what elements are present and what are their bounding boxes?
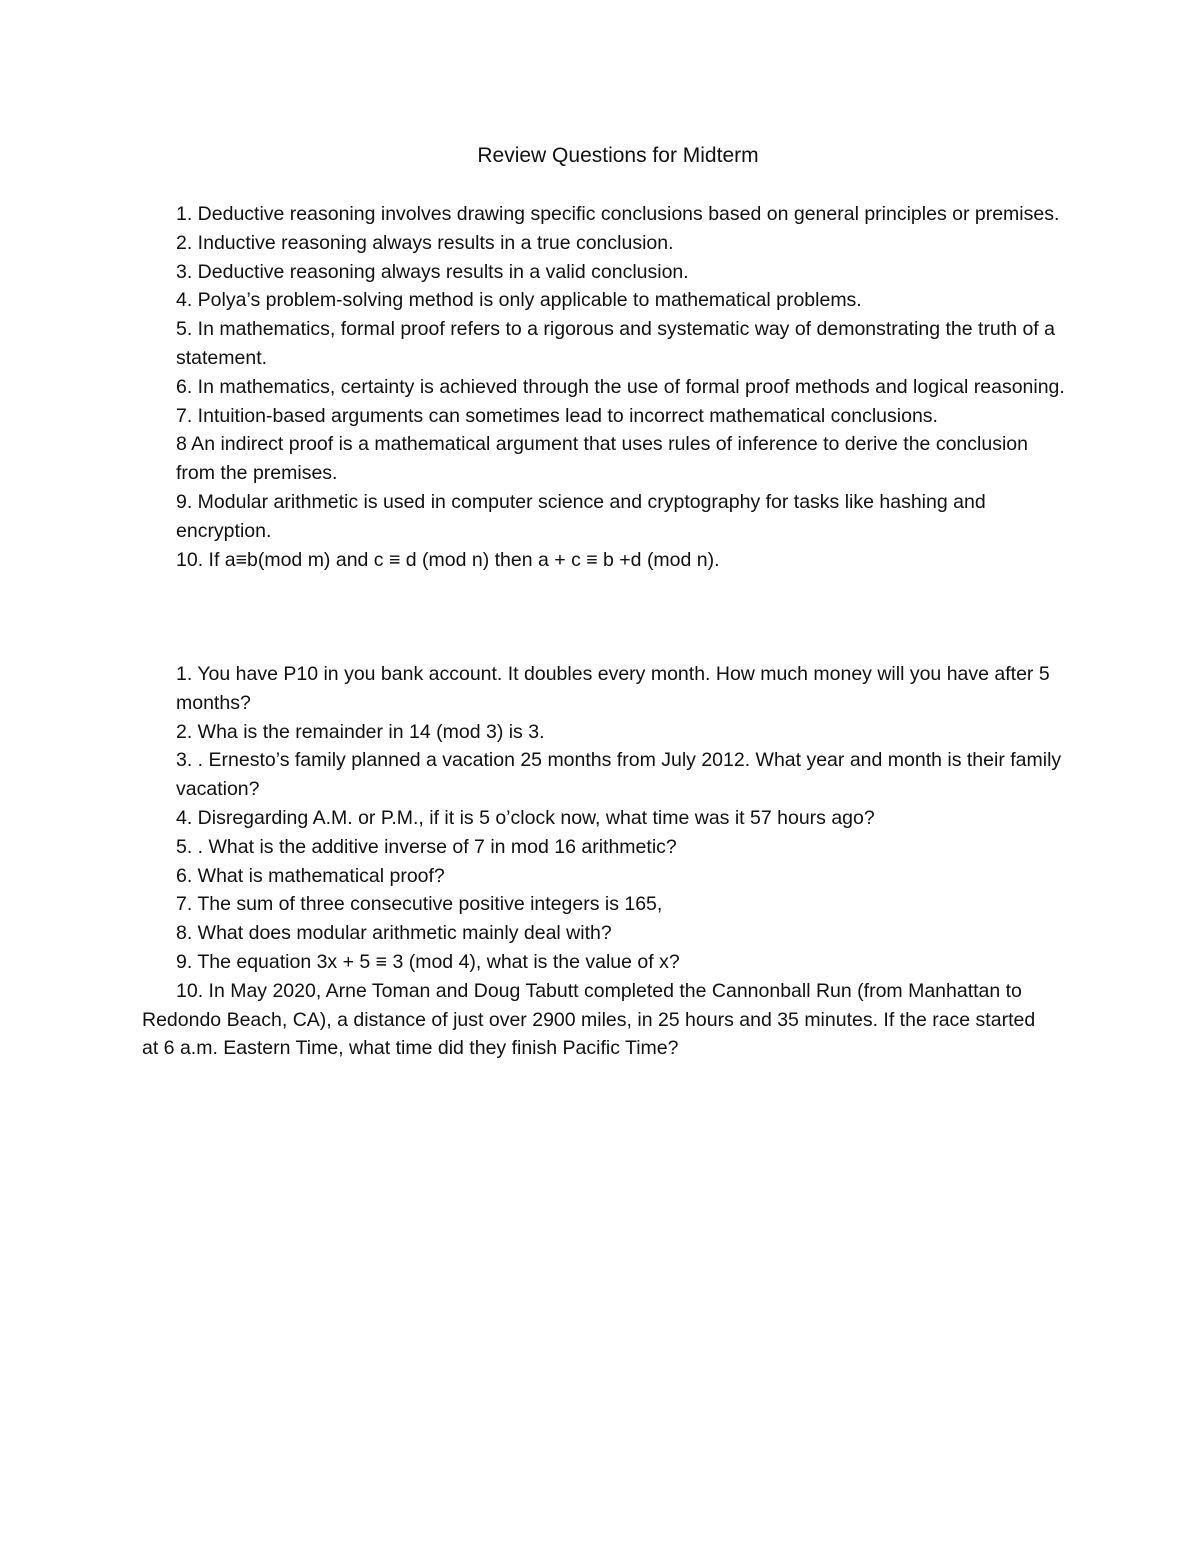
list-item: 1. Deductive reasoning involves drawing specific conclusions based on general principles or premises. [176, 203, 1060, 225]
list-item: 6. In mathematics, certainty is achieved through the use of formal proof methods and logical reasoning. [176, 375, 1065, 398]
problem-list [142, 660, 1066, 1063]
list-item: 4. Disregarding A.M. or P.M., if it is 5 o’clock now, what time was it 57 hours ago? [176, 806, 875, 829]
list-item: 3. Deductive reasoning always results in a valid conclusion. [176, 260, 689, 283]
list-item: 9. The equation 3x + 5 ≡ 3 (mod 4), what is the value of x? [176, 950, 680, 973]
list-item: 10. In May 2020, Arne Toman and Doug Tabutt completed the Cannonball Run (from Manhattan to Redondo Beach, CA), a distance of just over 2900 miles, in 25 hours and 35 minutes. If the race started at 6 a.m. Eastern Time, what time did they finish Pacific Time? [142, 979, 1036, 1060]
list-item: 8. What does modular arithmetic mainly deal with? [176, 922, 612, 945]
list-item: 2. Wha is the remainder in 14 (mod 3) is 3. [176, 720, 545, 743]
list-item: 8 An indirect proof is a mathematical argument that uses rules of inference to derive the conclusion from the premises. [176, 433, 1028, 485]
list-item: 10. If a≡b(mod m) and c ≡ d (mod n) then a + c ≡ b +d (mod n). [176, 548, 720, 571]
list-item: 7. The sum of three consecutive positive integers is 165, [176, 893, 663, 916]
list-item: 1. You have P10 in you bank account. It doubles every month. How much money will you have after 5 months? [176, 663, 1050, 714]
document-title: Review Questions for Midterm [477, 144, 759, 167]
list-item: 5. . What is the additive inverse of 7 in mod 16 arithmetic? [176, 835, 677, 858]
list-item: 4. Polya’s problem-solving method is only applicable to mathematical problems. [176, 289, 862, 312]
list-item: 6. What is mathematical proof? [176, 864, 445, 887]
list-item: 9. Modular arithmetic is used in computer science and cryptography for tasks like hashing and encryption. [176, 490, 986, 542]
true-false-list [176, 200, 1066, 574]
list-item: 3. . Ernesto’s family planned a vacation 25 months from July 2012. What year and month is their family vacation? [176, 749, 1062, 801]
list-item: 7. Intuition-based arguments can sometimes lead to incorrect mathematical conclusions. [176, 404, 938, 427]
list-item: 5. In mathematics, formal proof refers to a rigorous and systematic way of demonstrating the truth of a statement. [176, 318, 1055, 369]
list-item: 2. Inductive reasoning always results in a true conclusion. [176, 231, 674, 254]
